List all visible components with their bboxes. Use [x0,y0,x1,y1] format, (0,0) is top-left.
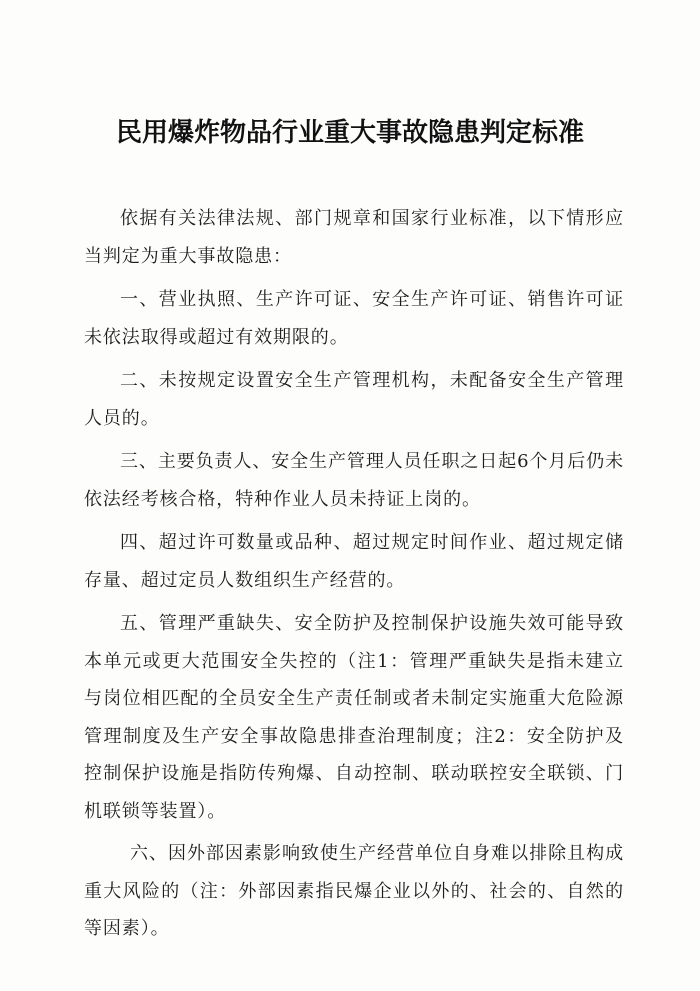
paragraph-item-5: 五、管理严重缺失、安全防护及控制保护设施失效可能导致本单元或更大范围安全失控的（注1：管理严重缺失是指未建立与岗位相匹配的全员安全生产责任制或者未制定实施重大危险源管理制度及生产安全事故隐患排查治理制度；注2：安全防护及控制保护设施是指防传殉爆、自动控制、联动联控安全联锁、门机联锁等装置）。 [84,613,624,822]
paragraph-item-2: 二、未按规定设置安全生产管理机构，未配备安全生产管理人员的。 [84,370,624,429]
paragraph-item-4: 四、超过许可数量或品种、超过规定时间作业、超过规定储存量、超过定员人数组织生产经营的。 [84,532,624,591]
document-title: 民用爆炸物品行业重大事故隐患判定标准 [115,118,584,148]
paragraph-item-1: 一、营业执照、生产许可证、安全生产许可证、销售许可证未依法取得或超过有效期限的。 [84,289,624,348]
paragraph-item-6: 六、因外部因素影响致使生产经营单位自身难以排除且构成重大风险的（注：外部因素指民爆企业以外的、社会的、自然的等因素）。 [84,843,624,939]
paragraph-item-3: 三、主要负责人、安全生产管理人员任职之日起6个月后仍未依法经考核合格，特种作业人员未持证上岗的。 [84,451,624,510]
paragraph-intro: 依据有关法律法规、部门规章和国家行业标准，以下情形应当判定为重大事故隐患： [84,208,624,267]
document-body [84,200,624,954]
